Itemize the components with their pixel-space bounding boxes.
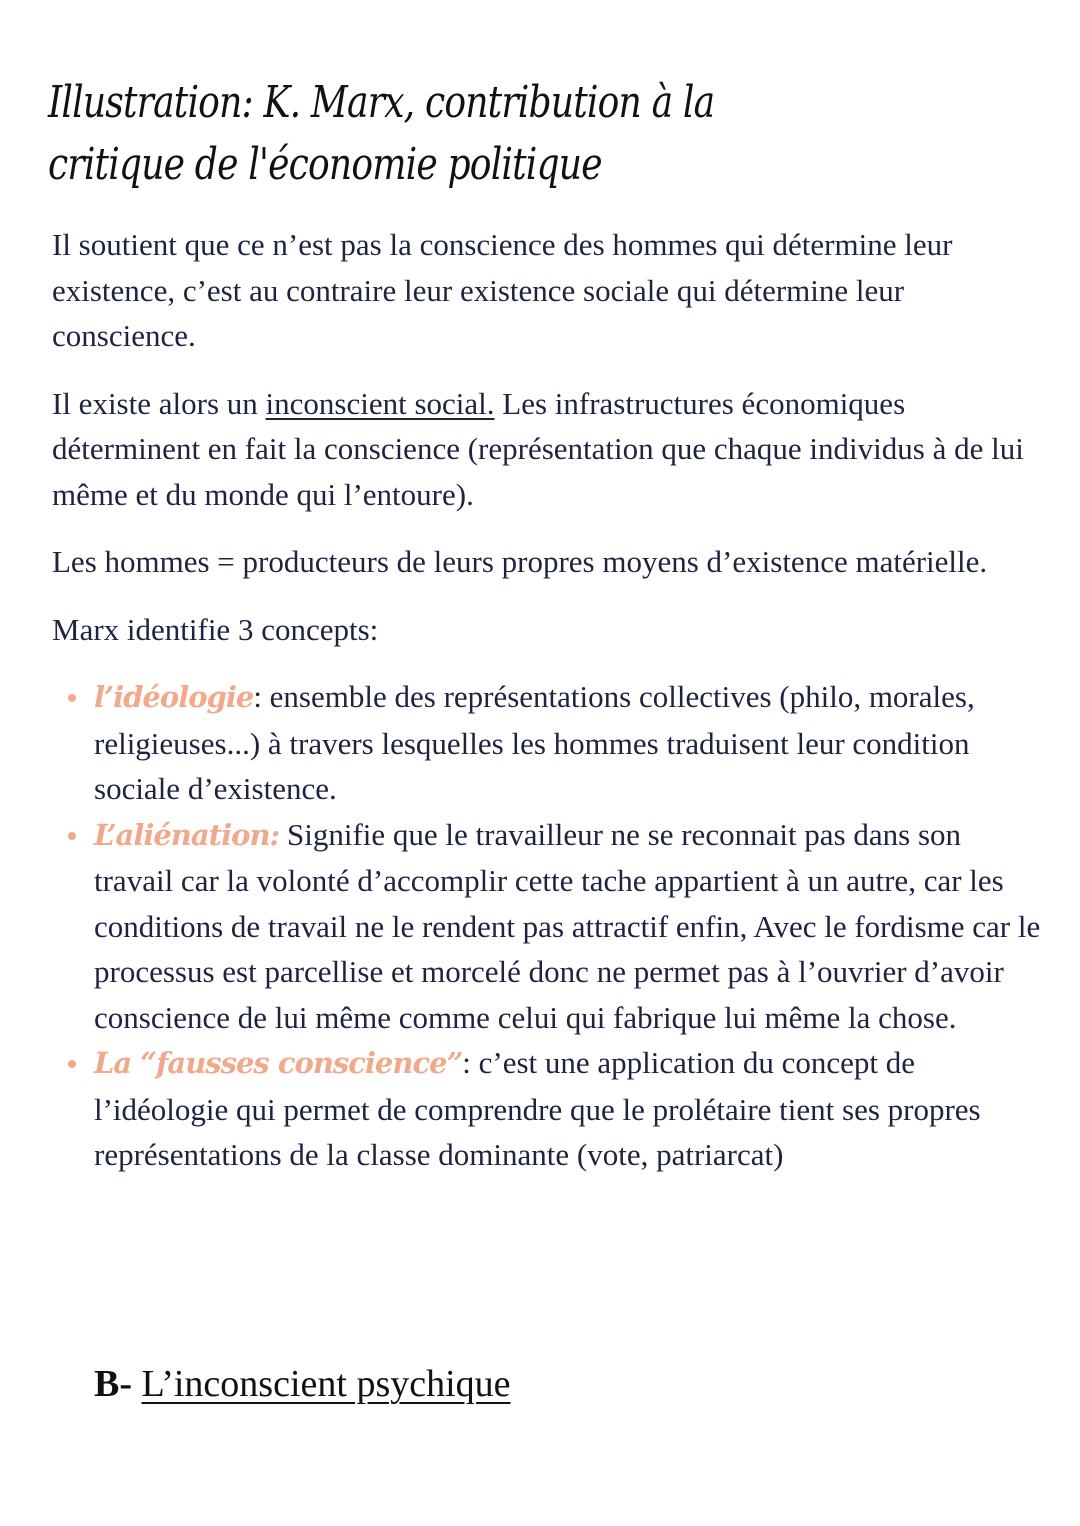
concept-text: Signifie que le travailleur ne se reconnait pas dans son travail car la volonté d’accomplir cette tache appartient à un autre, car les conditions de travail ne le rendent pas attractif enfin, Avec le fordisme car le processus est parcellise et morcelé donc ne permet pas à l’ouvrier d’avoir conscience de lui même comme celui qui fabrique lui même la chose.	[94, 816, 1041, 1035]
underlined-term: inconscient social.	[265, 385, 495, 421]
concept-term: l’idéologie	[94, 680, 254, 714]
section-heading	[94, 1362, 511, 1406]
paragraph	[52, 381, 1042, 518]
handwritten-title: Illustration: K. Marx, contribution à la critique de l'économie politique	[48, 77, 715, 190]
list-item	[94, 1040, 1042, 1178]
concept-text: : ensemble des représentations collectives (philo, morales, religieuses...) à travers lesquelles les hommes traduisent leur condition sociale d’existence.	[94, 679, 975, 806]
text: Il existe alors un	[52, 385, 266, 421]
list-item	[94, 674, 1042, 812]
document-body	[52, 222, 1042, 1178]
paragraph: Il soutient que ce n’est pas la conscience des hommes qui détermine leur existence, c’est au contraire leur existence sociale qui détermine leur conscience.	[52, 227, 953, 353]
list-item	[94, 812, 1042, 1041]
paragraph: Les hommes = producteurs de leurs propres moyens d’existence matérielle.	[52, 544, 988, 579]
concept-list	[52, 674, 1042, 1178]
section-prefix: B-	[94, 1363, 132, 1405]
concept-text: : c’est une application du concept de l’idéologie qui permet de comprendre que le prolétaire tient ses propres représentations de la classe dominante (vote, patriarcat)	[94, 1045, 981, 1172]
section-title: L’inconscient psychique	[141, 1363, 511, 1405]
text: Les infrastructures économiques déterminent en fait la conscience (représentation que chaque individus à de lui même et du monde qui l’entoure).	[52, 385, 1024, 512]
concept-term: La “fausses conscience”	[94, 1046, 463, 1080]
paragraph: Marx identifie 3 concepts:	[52, 611, 379, 647]
concept-term: L’aliénation:	[94, 817, 280, 852]
